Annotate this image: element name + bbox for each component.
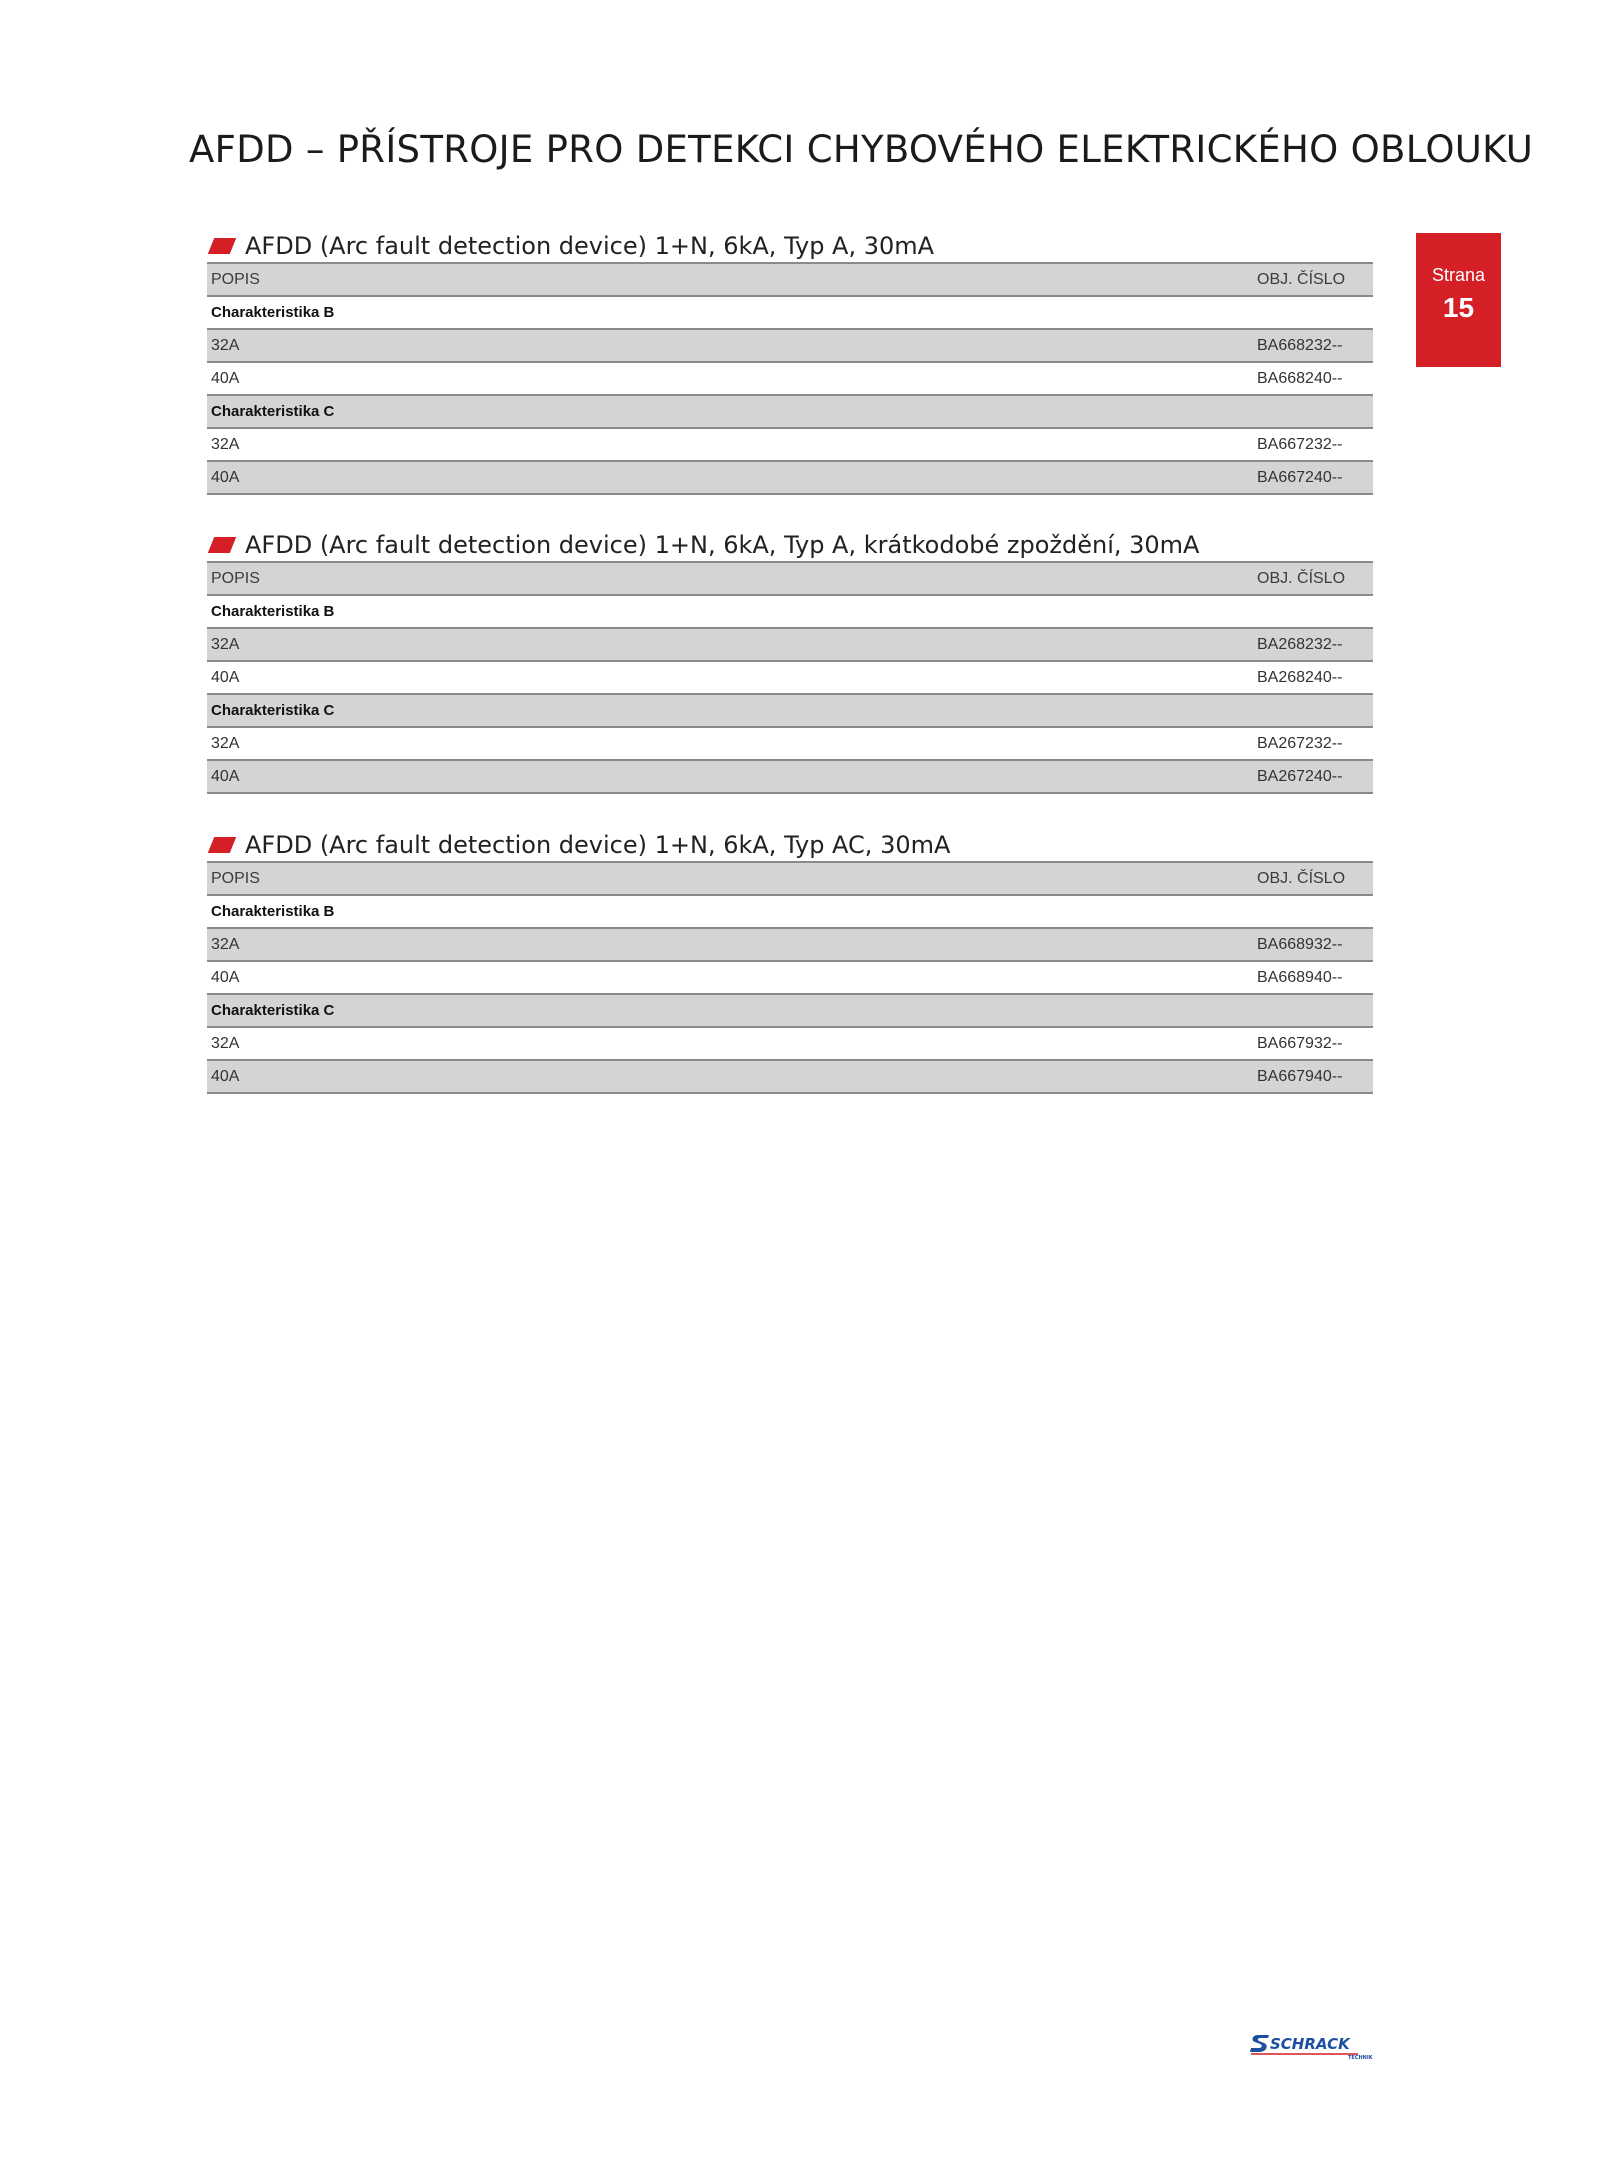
product-table	[207, 861, 1373, 1094]
table-row	[207, 928, 1373, 961]
section-title-text: AFDD (Arc fault detection device) 1+N, 6kA, Typ A, 30mA	[245, 231, 935, 260]
section-title	[207, 229, 1373, 262]
row-code: BA667240--	[1253, 461, 1373, 494]
col-header-code: OBJ. ČÍSLO	[1253, 562, 1373, 595]
product-section-2	[207, 528, 1373, 794]
section-marker-icon	[208, 238, 236, 254]
table-row	[207, 1027, 1373, 1060]
row-code: BA667932--	[1253, 1027, 1373, 1060]
col-header-code: OBJ. ČÍSLO	[1253, 862, 1373, 895]
product-section-1	[207, 229, 1373, 495]
logo-tagline: TECHNIK	[1348, 2055, 1373, 2060]
row-desc: 40A	[207, 961, 1253, 994]
row-code: BA668932--	[1253, 928, 1373, 961]
product-table	[207, 262, 1373, 495]
group-label: Charakteristika B	[207, 296, 1373, 329]
group-row	[207, 994, 1373, 1027]
logo-brand: SCHRACK	[1270, 2035, 1350, 2053]
section-title-text: AFDD (Arc fault detection device) 1+N, 6kA, Typ AC, 30mA	[245, 830, 951, 859]
group-label: Charakteristika C	[207, 395, 1373, 428]
section-marker-icon	[208, 837, 236, 853]
table-row	[207, 727, 1373, 760]
group-label: Charakteristika C	[207, 694, 1373, 727]
section-title	[207, 828, 1373, 861]
schrack-logo-icon	[1250, 2032, 1375, 2060]
page-number: 15	[1442, 292, 1475, 323]
row-desc: 40A	[207, 1060, 1253, 1093]
row-code: BA267240--	[1253, 760, 1373, 793]
row-desc: 32A	[207, 928, 1253, 961]
group-row	[207, 895, 1373, 928]
row-desc: 32A	[207, 727, 1253, 760]
table-header	[207, 562, 1373, 595]
group-row	[207, 595, 1373, 628]
section-marker-icon	[208, 537, 236, 553]
product-table	[207, 561, 1373, 794]
row-desc: 40A	[207, 661, 1253, 694]
row-desc: 32A	[207, 628, 1253, 661]
row-code: BA268232--	[1253, 628, 1373, 661]
row-desc: 40A	[207, 362, 1253, 395]
section-title-text: AFDD (Arc fault detection device) 1+N, 6kA, Typ A, krátkodobé zpoždění, 30mA	[245, 530, 1200, 559]
table-row	[207, 329, 1373, 362]
row-code: BA668232--	[1253, 329, 1373, 362]
table-row	[207, 961, 1373, 994]
section-title	[207, 528, 1373, 561]
table-header	[207, 263, 1373, 296]
group-label: Charakteristika B	[207, 595, 1373, 628]
table-row	[207, 760, 1373, 793]
table-row	[207, 362, 1373, 395]
group-label: Charakteristika C	[207, 994, 1373, 1027]
row-code: BA668940--	[1253, 961, 1373, 994]
row-code: BA667940--	[1253, 1060, 1373, 1093]
product-section-3	[207, 828, 1373, 1094]
row-desc: 40A	[207, 461, 1253, 494]
row-desc: 32A	[207, 1027, 1253, 1060]
table-row	[207, 628, 1373, 661]
table-row	[207, 461, 1373, 494]
row-desc: 32A	[207, 329, 1253, 362]
table-row	[207, 1060, 1373, 1093]
group-row	[207, 395, 1373, 428]
table-row	[207, 661, 1373, 694]
table-row	[207, 428, 1373, 461]
col-header-desc: POPIS	[207, 862, 1253, 895]
col-header-code: OBJ. ČÍSLO	[1253, 263, 1373, 296]
col-header-desc: POPIS	[207, 263, 1253, 296]
row-desc: 32A	[207, 428, 1253, 461]
row-desc: 40A	[207, 760, 1253, 793]
row-code: BA267232--	[1253, 727, 1373, 760]
row-code: BA268240--	[1253, 661, 1373, 694]
group-label: Charakteristika B	[207, 895, 1373, 928]
group-row	[207, 296, 1373, 329]
page-number-tab	[1416, 233, 1501, 367]
row-code: BA668240--	[1253, 362, 1373, 395]
col-header-desc: POPIS	[207, 562, 1253, 595]
row-code: BA667232--	[1253, 428, 1373, 461]
group-row	[207, 694, 1373, 727]
table-header	[207, 862, 1373, 895]
page-tab-label: Strana	[1431, 265, 1486, 285]
page-title: AFDD – PŘÍSTROJE PRO DETEKCI CHYBOVÉHO ELEKTRICKÉHO OBLOUKU	[189, 128, 1534, 171]
